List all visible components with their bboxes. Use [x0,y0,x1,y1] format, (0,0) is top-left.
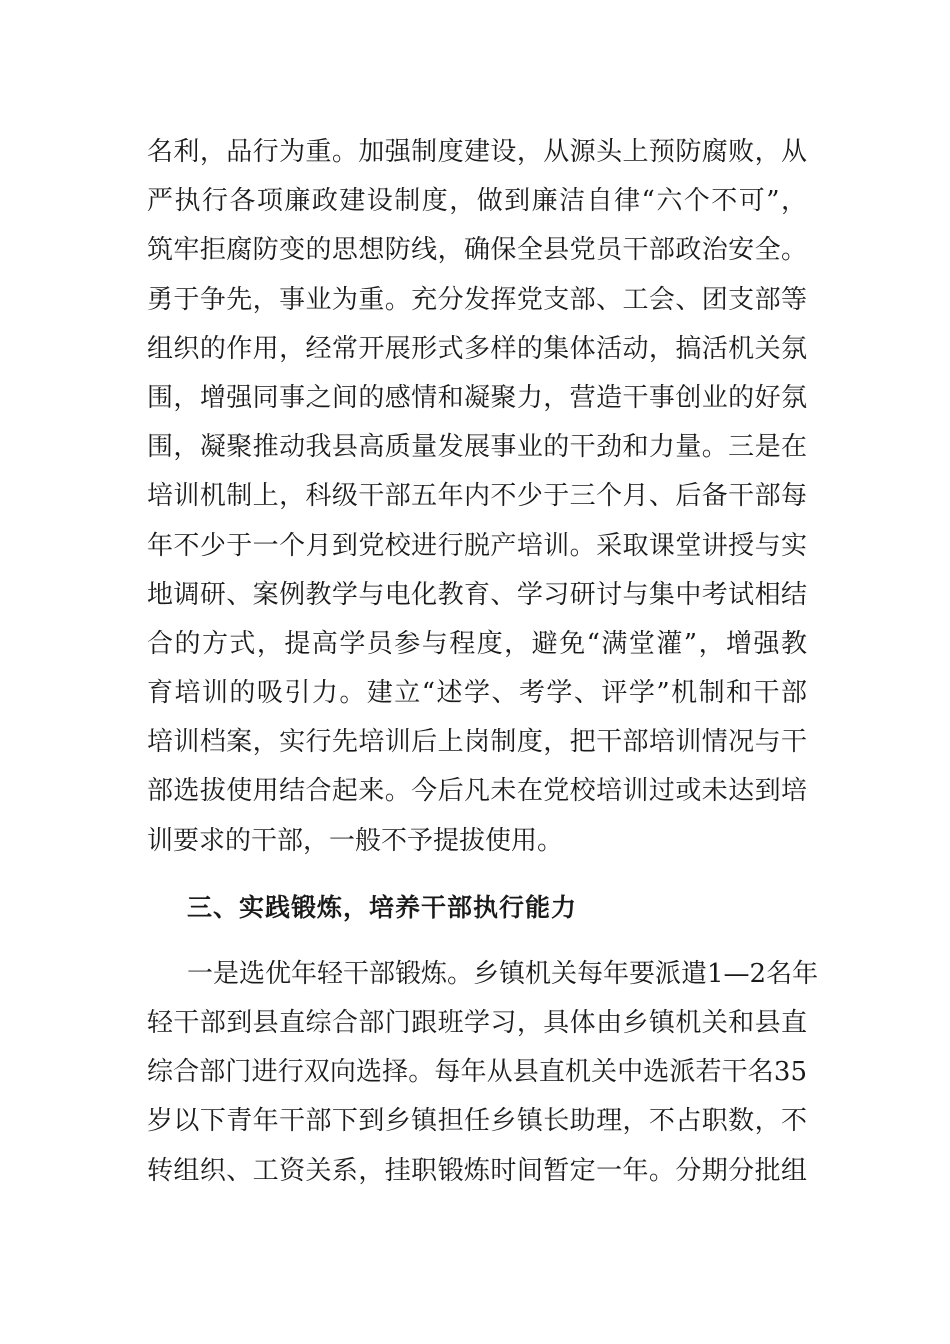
text-line: 筑牢拒腐防变的思想防线，确保全县党员干部政治安全。 [147,235,807,266]
text-line: 培训机制上，科级干部五年内不少于三个月、后备干部每 [147,481,807,512]
text-line: 组织的作用，经常开展形式多样的集体活动，搞活机关氛 [147,333,807,364]
text-line: 围，凝聚推动我县高质量发展事业的干劲和力量。三是在 [147,432,807,463]
section-heading: 三、实践锻炼，培养干部执行能力 [187,892,578,922]
text-line: 地调研、案例教学与电化教育、学习研讨与集中考试相结 [147,579,807,610]
paragraph-young-cadre-training [147,950,819,1196]
text-line: 岁以下青年干部下到乡镇担任乡镇长助理，不占职数，不 [147,1106,807,1137]
text-line: 轻干部到县直综合部门跟班学习，具体由乡镇机关和县直 [147,1008,807,1038]
text-line: 年不少于一个月到党校进行脱产培训。采取课堂讲授与实 [147,530,807,561]
text-line: 严执行各项廉政建设制度，做到廉洁自律“六个不可”， [147,186,807,217]
text-line: 转组织、工资关系，挂职锻炼时间暂定一年。分期分批组 [147,1155,807,1186]
text-line: 育培训的吸引力。建立“述学、考学、评学”机制和干部 [147,678,807,709]
paragraph-discipline-and-training [147,128,807,866]
text-line: 合的方式，提高学员参与程度，避免“满堂灌”，增强教 [147,628,807,659]
text-line: 训要求的干部，一般不予提拔使用。 [147,825,564,856]
text-line: 一是选优年轻干部锻炼。乡镇机关每年要派遣1—2名年 [187,958,819,989]
text-line: 培训档案，实行先培训后上岗制度，把干部培训情况与干 [147,727,807,758]
text-line: 部选拔使用结合起来。今后凡未在党校培训过或未达到培 [147,776,807,807]
text-line: 围，增强同事之间的感情和凝聚力，营造干事创业的好氛 [147,382,807,413]
text-line: 勇于争先，事业为重。充分发挥党支部、工会、团支部等 [147,284,807,315]
text-line: 综合部门进行双向选择。每年从县直机关中选派若干名35 [147,1057,807,1088]
document-page [147,128,819,1196]
text-line: 名利，品行为重。加强制度建设，从源头上预防腐败，从 [147,137,807,167]
